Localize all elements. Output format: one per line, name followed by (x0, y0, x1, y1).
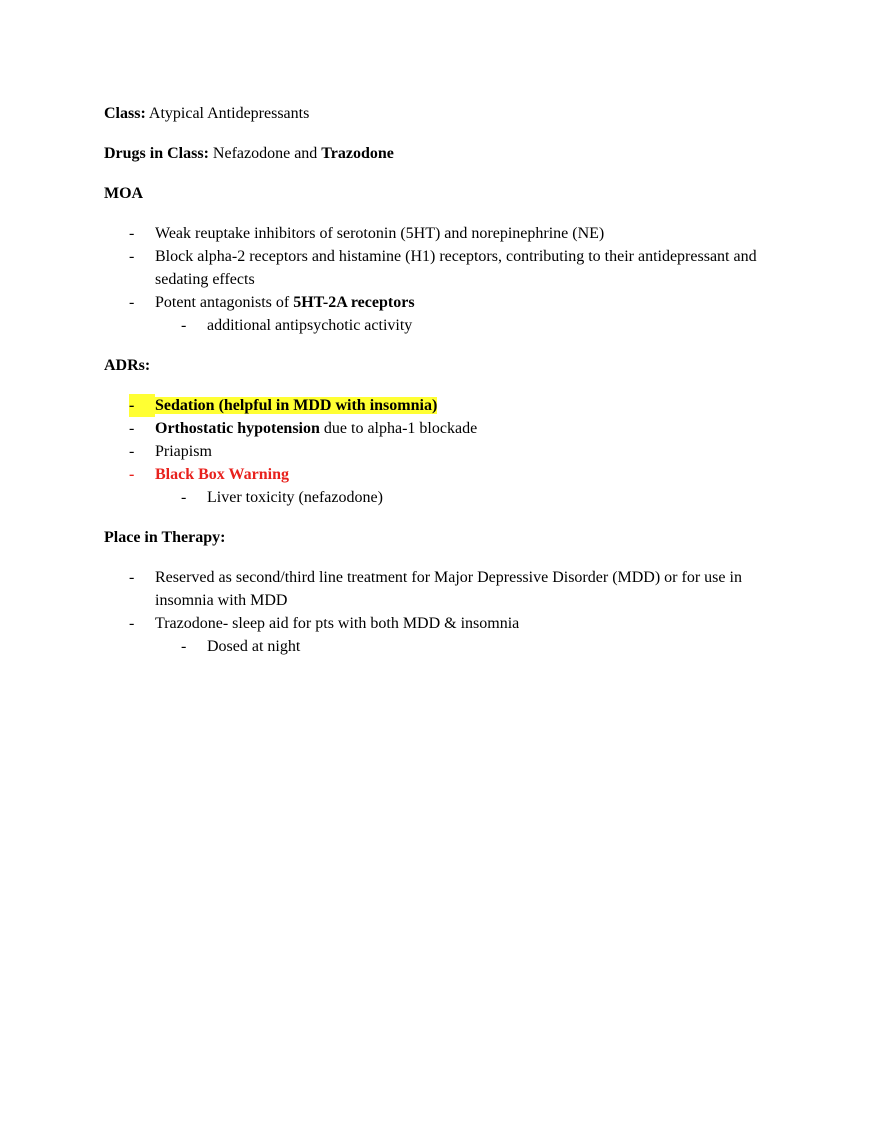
therapy-heading: Place in Therapy: (104, 529, 226, 546)
bullet-dash: - (129, 615, 135, 632)
bullet-dash: - (129, 466, 135, 483)
bullet-dash: - (129, 443, 135, 460)
ortho-rest-text: due to alpha-1 blockade (323, 420, 478, 437)
bullet-dash: - (129, 569, 135, 586)
bullet-dash: - (181, 317, 187, 334)
moa-item-text: Weak reuptake inhibitors of serotonin (5HT) and norepinephrine (NE) (155, 225, 605, 242)
list-item (104, 245, 794, 291)
therapy-subitem-text: Dosed at night (207, 638, 301, 655)
list-item (155, 635, 794, 658)
therapy-item-text: Trazodone- sleep aid for pts with both MDD & insomnia (155, 615, 520, 632)
moa-list (104, 222, 794, 337)
bullet-dash: - (129, 225, 135, 242)
bbw-sublist (155, 486, 794, 509)
moa-subitem-text: additional antipsychotic activity (207, 317, 413, 334)
bullet-dash: - (129, 420, 135, 437)
class-line (104, 102, 794, 125)
list-item (155, 486, 794, 509)
bullet-dash: - (129, 248, 135, 265)
notes-content (104, 102, 794, 675)
therapy-sublist (155, 635, 794, 658)
priapism-text: Priapism (155, 443, 212, 460)
moa-heading: MOA (104, 185, 144, 202)
moa-item-bold: 5HT-2A receptors (293, 294, 415, 311)
bullet-dash: - (181, 489, 187, 506)
moa-item-text: Block alpha-2 receptors and histamine (H1) receptors, contributing to their antidepressant and sedating effects (155, 248, 757, 288)
list-item (155, 314, 794, 337)
list-item (104, 417, 794, 440)
adrs-heading: ADRs: (104, 357, 151, 374)
drugs-label: Drugs in Class: (104, 145, 209, 162)
class-label: Class: (104, 105, 146, 122)
therapy-item-text: Reserved as second/third line treatment for Major Depressive Disorder (MDD) or for use in insomnia with MDD (155, 569, 742, 609)
list-item (104, 612, 794, 658)
list-item (104, 394, 794, 417)
list-item (104, 222, 794, 245)
moa-item-text: Potent antagonists of (155, 294, 290, 311)
drugs-value: Nefazodone and (212, 145, 318, 162)
list-item (104, 463, 794, 509)
moa-sublist (155, 314, 794, 337)
therapy-list (104, 566, 794, 658)
drugs-line (104, 142, 794, 165)
list-item (104, 440, 794, 463)
list-item (104, 566, 794, 612)
ortho-bold-text: Orthostatic hypotension (155, 420, 320, 437)
list-item (104, 291, 794, 337)
bbw-subitem-text: Liver toxicity (nefazodone) (207, 489, 383, 506)
bullet-dash: - (129, 294, 135, 311)
black-box-warning-text: Black Box Warning (155, 466, 289, 483)
drugs-value-bold: Trazodone (321, 145, 394, 162)
sedation-highlighted-text: Sedation (helpful in MDD with insomnia) (155, 397, 438, 414)
bullet-dash: - (181, 638, 187, 655)
adrs-list (104, 394, 794, 509)
bullet-dash: - (129, 394, 155, 417)
class-value: Atypical Antidepressants (148, 105, 310, 122)
